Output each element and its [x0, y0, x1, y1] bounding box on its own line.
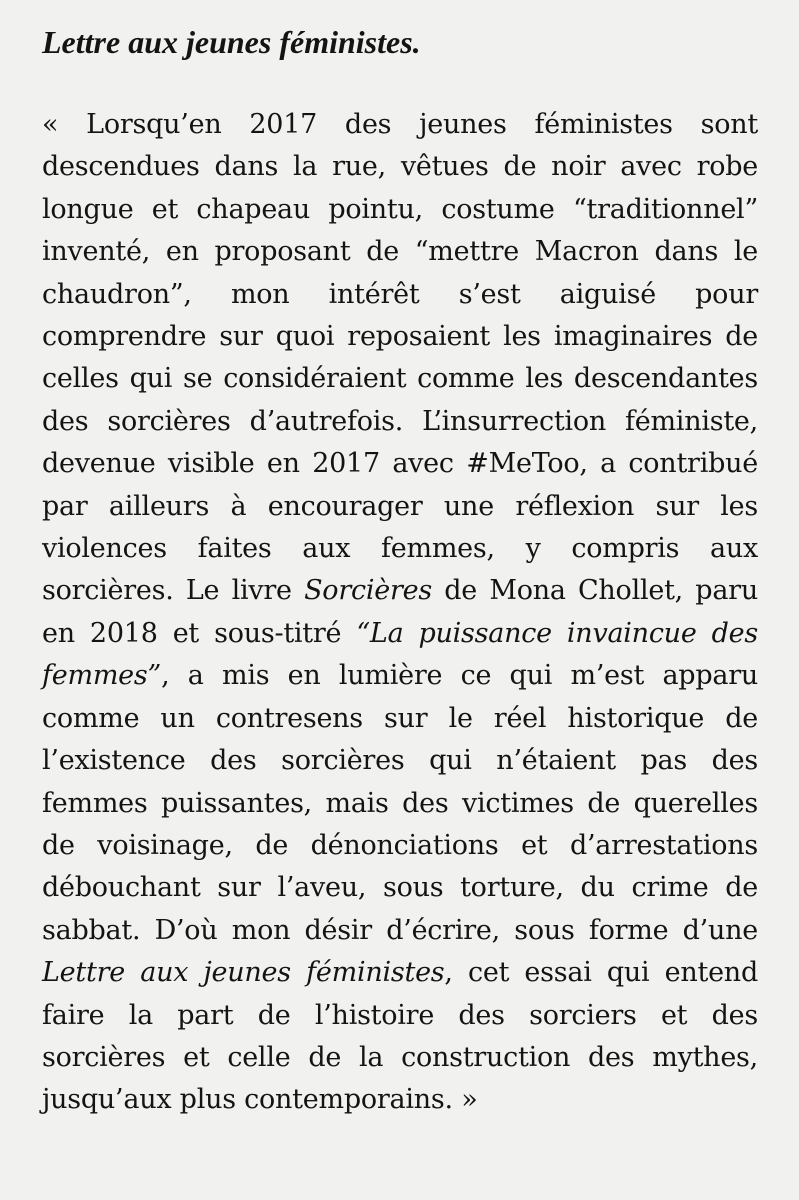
document-title: Lettre aux jeunes féministes. — [42, 24, 421, 60]
text-segment: , cet essai qui entend faire la part de l’histoire des sorciers et des sorcières et celle de la construction des mythes, jusqu’aux plus contemporains. » — [42, 957, 758, 1116]
text-segment: de Mona Chollet, paru en 2018 et sous-titré — [42, 575, 758, 649]
document-page — [42, 20, 758, 1122]
text-segment: « Lorsqu’en 2017 des jeunes féministes sont descendues dans la rue, vêtues de noir avec robe longue et chapeau pointu, costume “traditionnel” inventé, en proposant de “mettre Macron dans le chaudron”, mon intérêt s’est aiguisé pour comprendre sur quoi reposaient les imaginaires de celles qui se considéraient comme les descendantes des sorcières d’autrefois. L’insurrection féministe, devenue visible en 2017 avec #MeToo, a contribué par ailleurs à encourager une réflexion sur les violences faites aux femmes, y compris aux sorcières. Le livre — [42, 109, 758, 607]
book-subtitle: “La puissance invaincue des femmes” — [42, 617, 758, 692]
text-segment: , a mis en lumière ce qui m’est apparu comme un contresens sur le réel historique de l’existence des sorcières qui n’étaient pas des femmes puissantes, mais des victimes de querelles de voisinage, de dénonciations et d’arrestations débouchant sur l’aveu, sous torture, du crime de sabbat. D’où mon désir d’écrire, sous forme d’une — [42, 660, 758, 946]
body-paragraph — [42, 104, 758, 1122]
essay-title: Lettre aux jeunes féministes — [42, 957, 445, 989]
book-title-sorcieres: Sorcières — [304, 575, 432, 607]
